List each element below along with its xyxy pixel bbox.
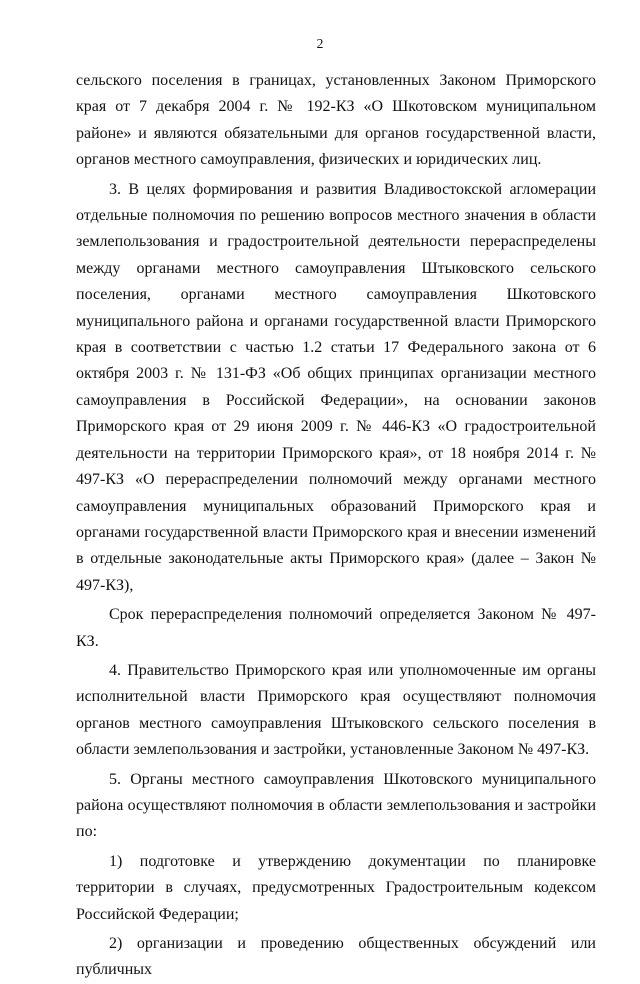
document-body [76, 68, 596, 984]
paragraph-continuation: сельского поселения в границах, установленных Законом Приморского края от 7 декабря 2004 г. № 192-КЗ «О Шкотовском муниципальном районе» и являются обязательными для органов государственной власти, органов местного самоуправления, физических и юридических лиц. [76, 72, 596, 169]
page-number: 2 [316, 36, 324, 51]
paragraph-item-4: 4. Правительство Приморского края или уполномоченные им органы исполнительной власти Приморского края осуществляют полномочия органов местного самоуправления Штыковского сельского поселения в области землепользования и застройки, установленные Законом № 497-КЗ. [76, 661, 596, 759]
paragraph-item-5: 5. Органы местного самоуправления Шкотовского муниципального района осуществляют полномочия в области землепользования и застройки по: [76, 770, 596, 841]
paragraph-subitem-1: 1) подготовке и утверждению документации по планировке территории в случаях, предусмотренных Градостроительным кодексом Российской Федерации; [76, 852, 596, 923]
paragraph-item-3: 3. В целях формирования и развития Владивостокской агломерации отдельные полномочия по решению вопросов местного значения в области землепользования и градостроительной деятельности перераспределены между органами местного самоуправления Штыковского сельского поселения, органами местного самоуправления Шкотовского муниципального района и органами государственной власти Приморского края в соответствии с частью 1.2 статьи 17 Федерального закона от 6 октября 2003 г. № 131-ФЗ «Об общих принципах организации местного самоуправления в Российской Федерации», на основании законов Приморского края от 29 июня 2009 г. № 446-КЗ «О градостроительной деятельности на территории Приморского края», от 18 ноября 2014 г. № 497-КЗ «О перераспределении полномочий между органами местного самоуправления муниципальных образований Приморского края и органами государственной власти Приморского края и внесении изменений в отдельные законодательные акты Приморского края» (далее – Закон № 497-КЗ), [76, 180, 596, 594]
paragraph-subitem-2: 2) организации и проведению общественных обсуждений или публичных [76, 935, 596, 979]
paragraph-term: Срок перераспределения полномочий определяется Законом № 497-КЗ. [76, 606, 596, 650]
